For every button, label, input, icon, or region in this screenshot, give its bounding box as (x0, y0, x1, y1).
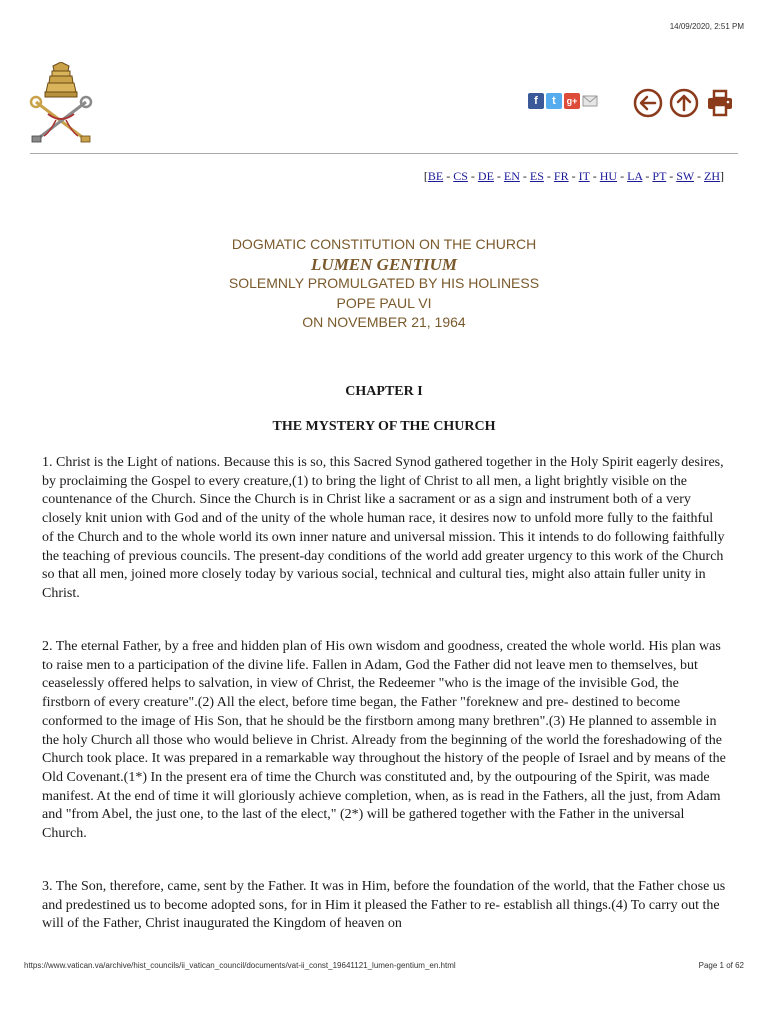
lang-link-it[interactable]: IT (578, 169, 590, 183)
arrow-up-circle-icon[interactable] (669, 88, 699, 118)
document-title (0, 235, 768, 333)
chapter-number: CHAPTER I (345, 384, 423, 399)
google-plus-icon[interactable]: g+ (564, 93, 580, 109)
lang-link-zh[interactable]: ZH (704, 169, 720, 183)
twitter-icon[interactable]: t (546, 93, 562, 109)
arrow-left-circle-icon[interactable] (633, 88, 663, 118)
email-icon[interactable] (582, 93, 598, 109)
chapter-title: THE MYSTERY OF THE CHURCH (272, 419, 496, 434)
lang-link-de[interactable]: DE (477, 169, 494, 183)
lang-link-en[interactable]: EN (503, 169, 520, 183)
lang-link-sw[interactable]: SW (676, 169, 694, 183)
lang-link-fr[interactable]: FR (553, 169, 569, 183)
printer-icon[interactable] (705, 88, 735, 118)
print-datetime: 14/09/2020, 2:51 PM (669, 22, 744, 31)
social-share-bar (528, 93, 598, 109)
page-navigation (633, 88, 735, 118)
facebook-icon[interactable]: f (528, 93, 544, 109)
lang-link-pt[interactable]: PT (652, 169, 667, 183)
title-line-3: SOLEMNLY PROMULGATED BY HIS HOLINESS (228, 275, 540, 291)
paragraph-2: 2. The eternal Father, by a free and hidden plan of His own wisdom and goodness, created the whole world. His plan was to raise men to a participation of the divine life. Fallen in Adam, God the Father did not leave men to themselves, but ceaselessly offered helps to salvation, in view of Christ, the Redeemer "who is the image of the invisible God, the firstborn of every creature".(2) All the elect, before time began, the Father "foreknew and pre- destined to become conformed to the image of His Son, that he should be the firstborn among many brethren".(3) He planned to assemble in the holy Church all those who would believe in Christ. Already from the beginning of the world the foreshadowing of the Church took place. It was prepared in a remarkable way throughout the history of the people of Israel and by means of the Old Covenant.(1*) In the present era of time the Church was constituted and, by the outpouring of the Spirit, was made manifest. At the end of time it will gloriously achieve completion, when, as is read in the Fathers, all the just, from Adam and "from Abel, the just one, to the last of the elect," (2*) will be gathered together with the Father in the universal Church. (42, 639, 726, 842)
language-links: [BE - CS - DE - EN - ES - FR - IT - HU - LA - PT - SW - ZH] (423, 169, 724, 183)
print-footer-page-number: Page 1 of 62 (698, 961, 744, 970)
title-line-1: DOGMATIC CONSTITUTION ON THE CHURCH (231, 236, 537, 252)
print-footer-url: https://www.vatican.va/archive/hist_councils/ii_vatican_council/documents/vat-ii_const_19641121_lumen-gentium_en.html (24, 961, 456, 970)
title-line-4: POPE PAUL VI (336, 294, 432, 311)
paragraph-3: 3. The Son, therefore, came, sent by the Father. It was in Him, before the foundation of the world, that the Father chose us and predestined us to become adopted sons, for in Him it pleased the Father to re- establish all things.(4) To carry out the will of the Father, Christ inaugurated the Kingdom of heaven on (42, 879, 726, 932)
lang-link-la[interactable]: LA (627, 169, 643, 183)
lang-link-cs[interactable]: CS (453, 169, 468, 183)
title-lumen-gentium: LUMEN GENTIUM (311, 254, 457, 274)
paragraph-1: 1. Christ is the Light of nations. Because this is so, this Sacred Synod gathered together in the Holy Spirit eagerly desires, by proclaiming the Gospel to every creature,(1) to bring the light of Christ to all men, a light brightly visible on the countenance of the Church. Since the Church is in Christ like a sacrament or as a sign and instrument both of a very closely knit union with God and of the unity of the whole human race, it desires now to unfold more fully to the faithful of the Church and to the whole world its own inner nature and universal mission. This it intends to do following faithfully the teaching of previous councils. The present-day conditions of the world add greater urgency to this work of the Church so that all men, joined more closely today by various social, technical and cultural ties, might also attain fuller unity in Christ. (42, 455, 725, 601)
papal-coat-of-arms-icon[interactable] (26, 62, 96, 146)
lang-link-es[interactable]: ES (529, 169, 544, 183)
lang-link-be[interactable]: BE (427, 169, 444, 183)
title-line-5: ON NOVEMBER 21, 1964 (302, 314, 466, 330)
header-divider (30, 153, 738, 154)
lang-link-hu[interactable]: HU (599, 169, 618, 183)
